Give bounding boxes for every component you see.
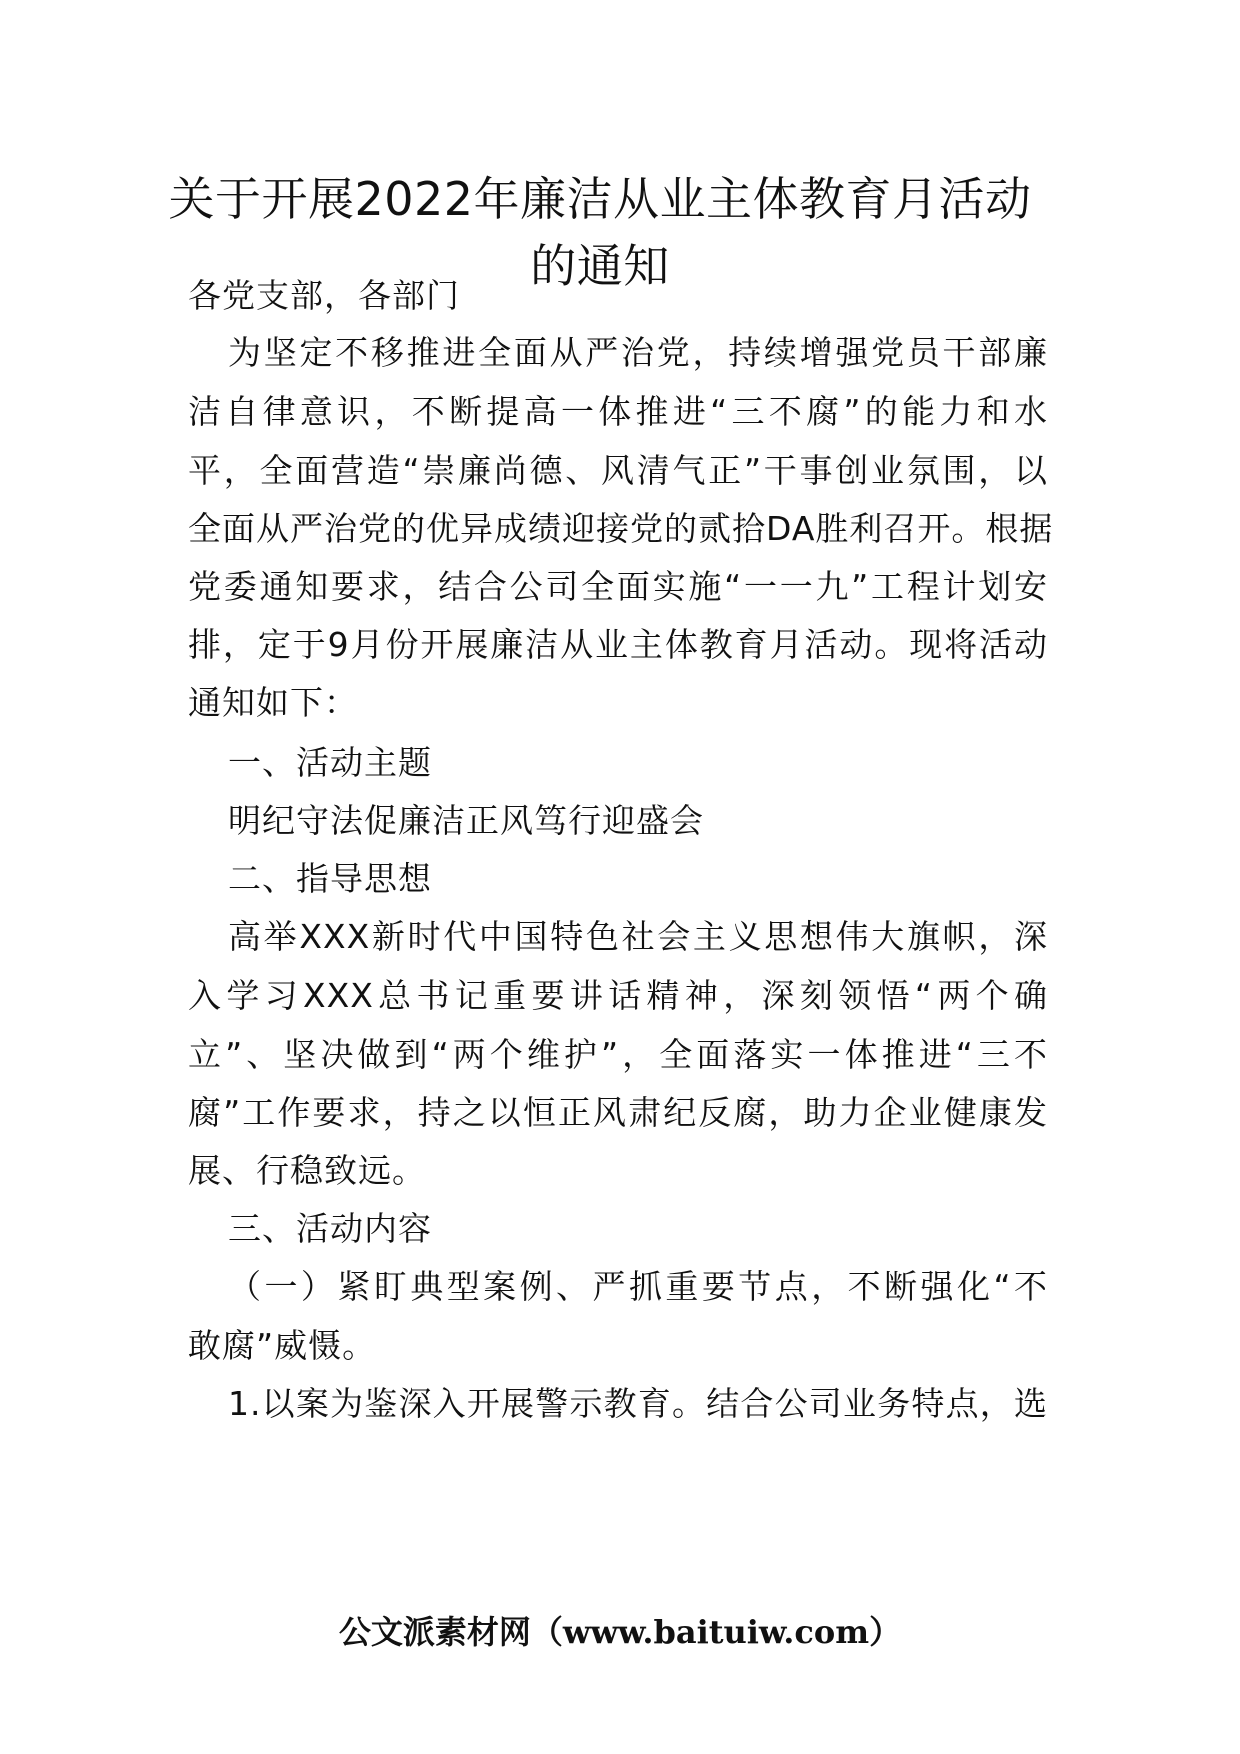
paragraph-line: 1.以案为鉴深入开展警示教育。结合公司业务特点，选 [228,1384,1048,1423]
footer-watermark: 公文派素材网（www.baituiw.com） [338,1613,902,1651]
paragraph-line: （一）紧盯典型案例、严抓重要节点，不断强化“不 [228,1267,1048,1306]
section-heading: 一、活动主题 [228,743,432,782]
paragraph-line: 敢腐”威慑。 [188,1326,377,1365]
paragraph-line: 平，全面营造“崇廉尚德、风清气正”干事创业氛围，以 [188,451,1048,490]
paragraph-line: 为坚定不移推进全面从严治党，持续增强党员干部廉 [228,333,1048,372]
paragraph-line: 高举XXX新时代中国特色社会主义思想伟大旗帜，深 [228,917,1048,956]
paragraph-line: 洁自律意识，不断提高一体推进“三不腐”的能力和水 [188,392,1048,431]
paragraph-line: 立”、坚决做到“两个维护”，全面落实一体推进“三不 [188,1035,1048,1074]
salutation: 各党支部，各部门 [188,276,460,315]
paragraph-line: 党委通知要求，结合公司全面实施“一一九”工程计划安 [188,567,1048,606]
paragraph-line: 入学习XXX总书记重要讲话精神，深刻领悟“两个确 [188,976,1048,1015]
paragraph-line: 全面从严治党的优异成绩迎接党的贰拾DA胜利召开。根据 [188,509,1054,548]
section-heading: 二、指导思想 [228,859,432,898]
paragraph-line: 腐”工作要求，持之以恒正风肃纪反腐，助力企业健康发 [188,1093,1048,1132]
paragraph-line: 展、行稳致远。 [188,1151,426,1190]
section-heading: 三、活动内容 [228,1209,432,1248]
paragraph-line: 明纪守法促廉洁正风笃行迎盛会 [228,801,704,840]
paragraph-line: 排，定于9月份开展廉洁从业主体教育月活动。现将活动 [188,625,1048,664]
paragraph-line: 通知如下： [188,683,358,722]
document-title-line-1: 关于开展2022年廉洁从业主体教育月活动 [168,172,1032,226]
document-title-line-2: 的通知 [530,239,670,293]
